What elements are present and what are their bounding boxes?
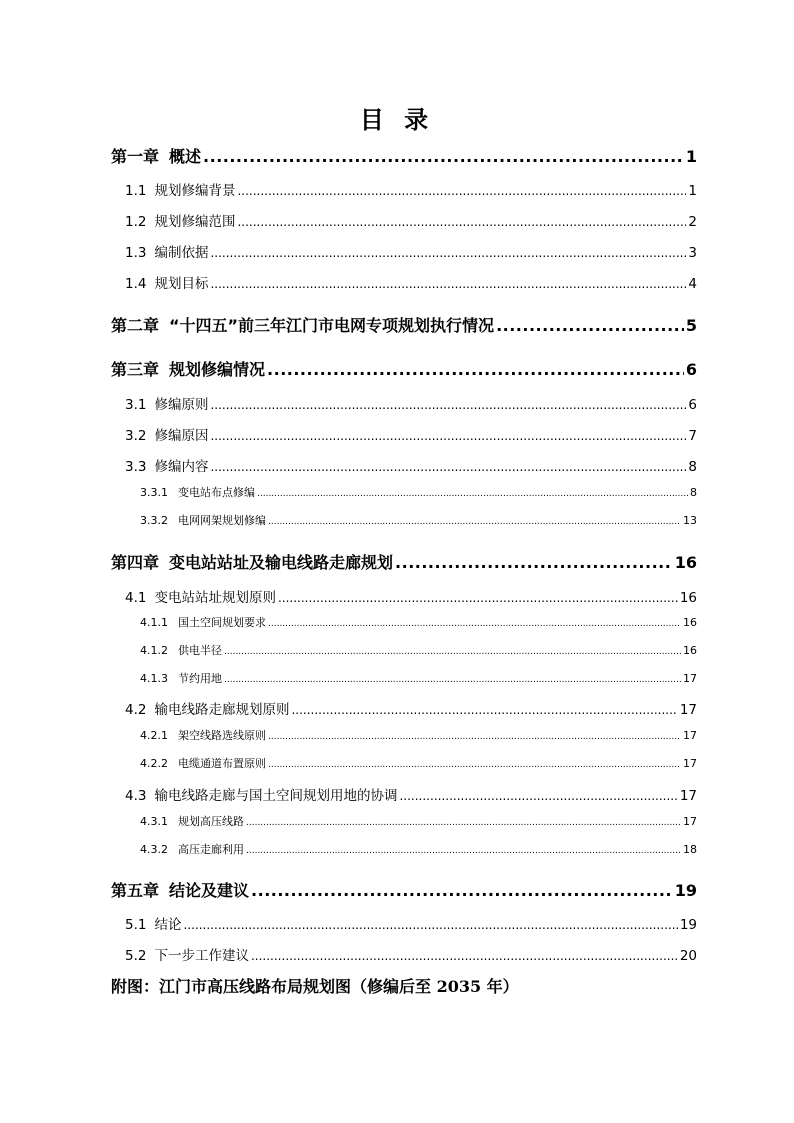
toc-entry-number: 3.3.2 — [140, 514, 168, 527]
toc-leader-dots — [291, 703, 677, 717]
toc-entry[interactable] — [125, 393, 697, 413]
toc-entry-text: 规划修编背景 — [154, 183, 236, 199]
toc-entry-number: 第五章 — [111, 881, 160, 900]
toc-leader-dots — [210, 398, 686, 412]
toc-entry[interactable] — [140, 727, 697, 743]
toc-leader-dots — [210, 429, 686, 443]
toc-entry-text: 编制依据 — [154, 245, 209, 261]
toc-entry-number: 第四章 — [111, 553, 160, 572]
toc-entry-text: 节约用地 — [178, 672, 222, 685]
toc-entry[interactable] — [140, 642, 697, 658]
toc-entry-text: “十四五”前三年江门市电网专项规划执行情况 — [169, 316, 495, 335]
toc-entry-text: 架空线路选线原则 — [178, 729, 266, 742]
toc-leader-dots — [224, 675, 681, 685]
toc-leader-dots — [210, 277, 686, 291]
toc-entry-page: 3 — [688, 245, 697, 261]
toc-entry-number: 1.3 — [125, 245, 147, 261]
toc-entry-number: 4.1.2 — [140, 644, 168, 657]
toc-leader-dots — [224, 647, 681, 657]
toc-title: 目 录 — [359, 105, 435, 134]
toc-entry-number: 第二章 — [111, 316, 160, 335]
toc-entry-number: 1.1 — [125, 183, 147, 199]
toc-entry-page: 2 — [688, 214, 697, 230]
toc-entry-number: 4.3.2 — [140, 843, 168, 856]
toc-entry-text: 规划修编范围 — [154, 214, 236, 230]
toc-leader-dots — [210, 246, 686, 260]
toc-leader-dots — [251, 881, 673, 900]
toc-entry-page: 20 — [679, 948, 697, 964]
toc-entry-page: 6 — [685, 360, 697, 379]
toc-leader-dots — [278, 591, 678, 605]
toc-entry[interactable] — [125, 944, 697, 964]
toc-entry[interactable] — [125, 210, 697, 230]
toc-entry[interactable] — [125, 179, 697, 199]
toc-leader-dots — [210, 460, 686, 474]
toc-entry-page: 8 — [690, 486, 697, 499]
toc-leader-dots — [268, 732, 681, 742]
toc-entry-page: 7 — [688, 428, 697, 444]
toc-entry-number: 4.2.2 — [140, 757, 168, 770]
toc-entry-text: 高压走廊利用 — [178, 843, 244, 856]
toc-entry-text: 变电站布点修编 — [178, 486, 255, 499]
toc-leader-dots — [496, 316, 684, 335]
toc-entry-page: 13 — [683, 514, 697, 527]
toc-entry-text: 输电线路走廊规划原则 — [154, 702, 290, 718]
toc-entry[interactable] — [140, 512, 697, 528]
toc-entry[interactable] — [140, 755, 697, 771]
toc-entry-text: 结论及建议 — [169, 881, 250, 900]
toc-entry-number: 3.2 — [125, 428, 147, 444]
toc-entry[interactable] — [125, 424, 697, 444]
toc-entry-text: 规划修编情况 — [169, 360, 266, 379]
toc-entry-text: 结论 — [154, 917, 182, 933]
toc-entry-number: 4.1.1 — [140, 616, 168, 629]
toc-entry-number: 3.3 — [125, 459, 147, 475]
toc-entry-number: 4.1.3 — [140, 672, 168, 685]
toc-entry-number: 4.2 — [125, 702, 147, 718]
toc-entry-number: 第三章 — [111, 360, 160, 379]
toc-entry[interactable] — [140, 670, 697, 686]
toc-leader-dots — [251, 949, 678, 963]
toc-entry-number: 4.3.1 — [140, 815, 168, 828]
toc-leader-dots — [395, 553, 673, 572]
toc-entry-page: 17 — [683, 672, 697, 685]
toc-entry-page: 16 — [674, 553, 697, 572]
toc-entry-text: 规划目标 — [154, 276, 209, 292]
toc-entry-number: 1.2 — [125, 214, 147, 230]
toc-entry-number: 3.1 — [125, 397, 147, 413]
toc-entry-text: 修编内容 — [154, 459, 209, 475]
toc-entry-number: 3.3.1 — [140, 486, 168, 499]
toc-entry-text: 电缆通道布置原则 — [178, 757, 266, 770]
toc-leader-dots — [268, 760, 681, 770]
toc-entry[interactable] — [125, 241, 697, 261]
toc-entry[interactable] — [140, 813, 697, 829]
toc-entry[interactable] — [111, 313, 697, 336]
toc-entry-number: 第一章 — [111, 147, 160, 166]
toc-entry-page: 17 — [679, 788, 697, 804]
toc-entry[interactable] — [140, 841, 697, 857]
toc-entry[interactable] — [125, 586, 697, 606]
toc-leader-dots — [203, 147, 684, 166]
toc-entry-text: 下一步工作建议 — [154, 948, 249, 964]
toc-leader-dots — [237, 184, 686, 198]
toc-entry-text: 规划高压线路 — [178, 815, 244, 828]
toc-leader-dots — [267, 360, 684, 379]
toc-entry-page: 8 — [688, 459, 697, 475]
toc-entry-page: 16 — [683, 616, 697, 629]
toc-leader-dots — [246, 846, 681, 856]
appendix-entry: 附图：江门市高压线路布局规划图（修编后至 2035 年） — [111, 977, 519, 996]
toc-entry-number: 5.1 — [125, 917, 147, 933]
toc-entry-page: 19 — [674, 881, 697, 900]
toc-entry-text: 修编原因 — [154, 428, 209, 444]
toc-entry[interactable] — [111, 144, 697, 167]
toc-entry[interactable] — [125, 913, 697, 933]
toc-entry-page: 17 — [683, 815, 697, 828]
toc-entry-number: 4.2.1 — [140, 729, 168, 742]
toc-entry-number: 5.2 — [125, 948, 147, 964]
toc-entry-page: 16 — [679, 590, 697, 606]
toc-entry-page: 17 — [679, 702, 697, 718]
toc-entry-text: 电网网架规划修编 — [178, 514, 266, 527]
toc-leader-dots — [268, 517, 681, 527]
toc-entry-page: 5 — [685, 316, 697, 335]
toc-entry-page: 17 — [683, 757, 697, 770]
toc-entry-page: 19 — [679, 917, 697, 933]
toc-entry-number: 4.3 — [125, 788, 147, 804]
toc-entry-text: 输电线路走廊与国土空间规划用地的协调 — [154, 788, 398, 804]
toc-entry[interactable] — [111, 357, 697, 380]
toc-leader-dots — [237, 215, 686, 229]
toc-leader-dots — [246, 818, 681, 828]
toc-entry-page: 6 — [688, 397, 697, 413]
toc-leader-dots — [257, 489, 688, 499]
toc-entry-page: 4 — [688, 276, 697, 292]
toc-entry-text: 修编原则 — [154, 397, 209, 413]
toc-entry[interactable] — [125, 784, 697, 804]
toc-entry[interactable] — [140, 484, 697, 500]
toc-entry[interactable] — [125, 272, 697, 292]
toc-entry[interactable] — [125, 698, 697, 718]
toc-entry-page: 1 — [688, 183, 697, 199]
toc-entry-page: 16 — [683, 644, 697, 657]
toc-entry-text: 国土空间规划要求 — [178, 616, 266, 629]
toc-leader-dots — [268, 619, 681, 629]
toc-entry[interactable] — [140, 614, 697, 630]
toc-entry-page: 1 — [685, 147, 697, 166]
toc-entry-text: 概述 — [169, 147, 202, 166]
toc-entry[interactable] — [111, 550, 697, 573]
toc-entry-text: 变电站站址规划原则 — [154, 590, 276, 606]
toc-entry-number: 1.4 — [125, 276, 147, 292]
toc-leader-dots — [183, 918, 677, 932]
toc-entry-text: 变电站站址及输电线路走廊规划 — [169, 553, 394, 572]
toc-entry-page: 17 — [683, 729, 697, 742]
toc-entry[interactable] — [125, 455, 697, 475]
toc-entry-number: 4.1 — [125, 590, 147, 606]
toc-entry-page: 18 — [683, 843, 697, 856]
toc-entry[interactable] — [111, 878, 697, 901]
toc-entry-text: 供电半径 — [178, 644, 222, 657]
toc-leader-dots — [399, 789, 677, 803]
